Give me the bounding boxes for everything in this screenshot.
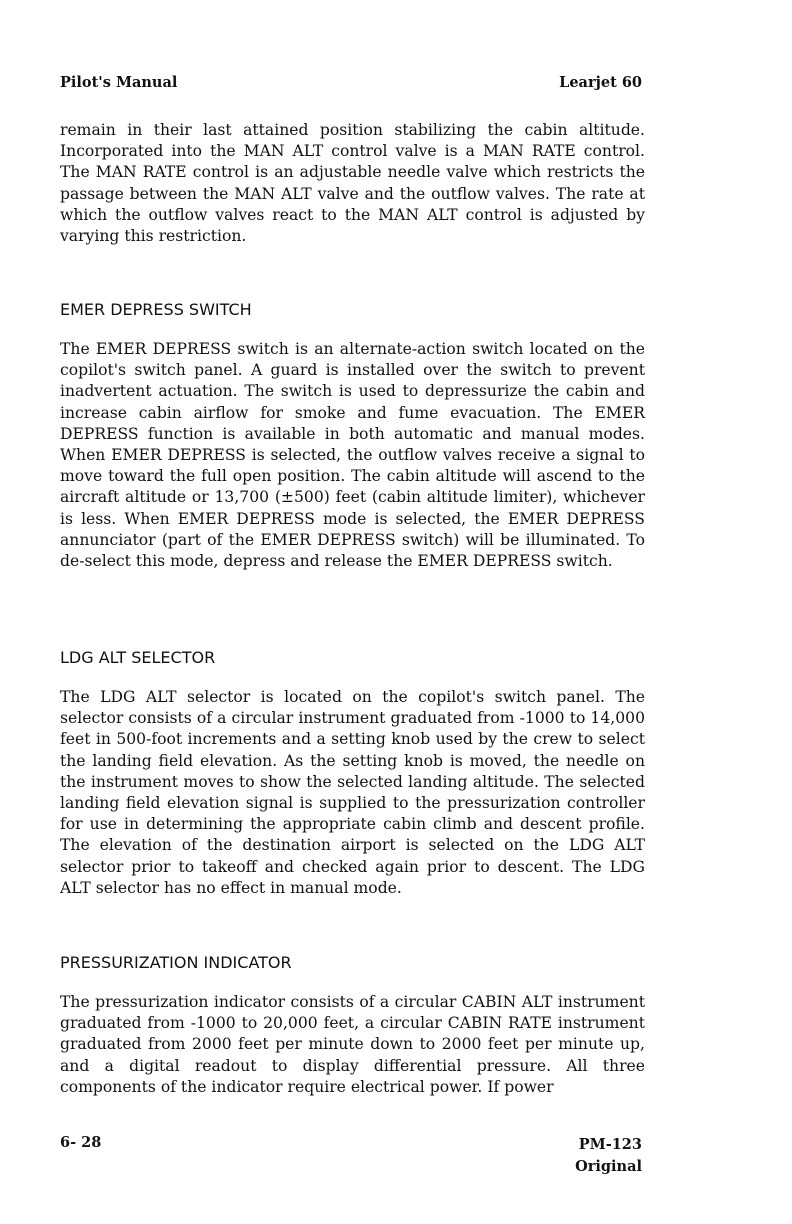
footer-revision: Original [575,1158,642,1175]
section-heading-ldg-alt: LDG ALT SELECTOR [60,648,216,667]
section-heading-pressurization-indicator: PRESSURIZATION INDICATOR [60,953,292,972]
header-aircraft-model: Learjet 60 [559,74,642,91]
section-paragraph-pressurization-indicator: The pressurization indicator consists of a circular CABIN ALT instrument graduated from -1000 to 20,000 feet, a circular CABIN RATE instrument graduated from 2000 feet per minute down to 2000 feet per minute up, and a digital readout to display differential pressure. All three components of the indicator require electrical power. If power [60,993,645,1096]
section-paragraph-ldg-alt: The LDG ALT selector is located on the copilot's switch panel. The selector consists of a circular instrument graduated from -1000 to 14,000 feet in 500-foot increments and a setting knob used by the crew to select the landing field elevation. As the setting knob is moved, the needle on the instrument moves to show the selected landing altitude. The selected landing field elevation signal is supplied to the pressurization controller for use in determining the appropriate cabin climb and descent profile. The elevation of the destination airport is selected on the LDG ALT selector prior to takeoff and checked again prior to descent. The LDG ALT selector has no effect in manual mode. [60,688,645,897]
footer-page-number: 6- 28 [60,1134,102,1151]
intro-paragraph: remain in their last attained position stabilizing the cabin altitude. Incorporated into the MAN ALT control valve is a MAN RATE control. The MAN RATE control is an adjustable needle valve which restricts the passage between the MAN ALT valve and the outflow valves. The rate at which the outflow valves react to the MAN ALT control is adjusted by varying this restriction. [60,121,645,246]
section-heading-emer-depress: EMER DEPRESS SWITCH [60,300,252,319]
footer-doc-number: PM-123 [578,1136,642,1153]
footer-doc-info [575,1134,642,1178]
header-manual-title: Pilot's Manual [60,74,178,91]
section-paragraph-emer-depress: The EMER DEPRESS switch is an alternate-action switch located on the copilot's switch panel. A guard is installed over the switch to prevent inadvertent actuation. The switch is used to depressurize the cabin and increase cabin airflow for smoke and fume evacuation. The EMER DEPRESS function is available in both automatic and manual modes. When EMER DEPRESS is selected, the outflow valves receive a signal to move toward the full open position. The cabin altitude will ascend to the aircraft altitude or 13,700 (±500) feet (cabin altitude limiter), whichever is less. When EMER DEPRESS mode is selected, the EMER DEPRESS annunciator (part of the EMER DEPRESS switch) will be illuminated. To de-select this mode, depress and release the EMER DEPRESS switch. [60,340,645,571]
